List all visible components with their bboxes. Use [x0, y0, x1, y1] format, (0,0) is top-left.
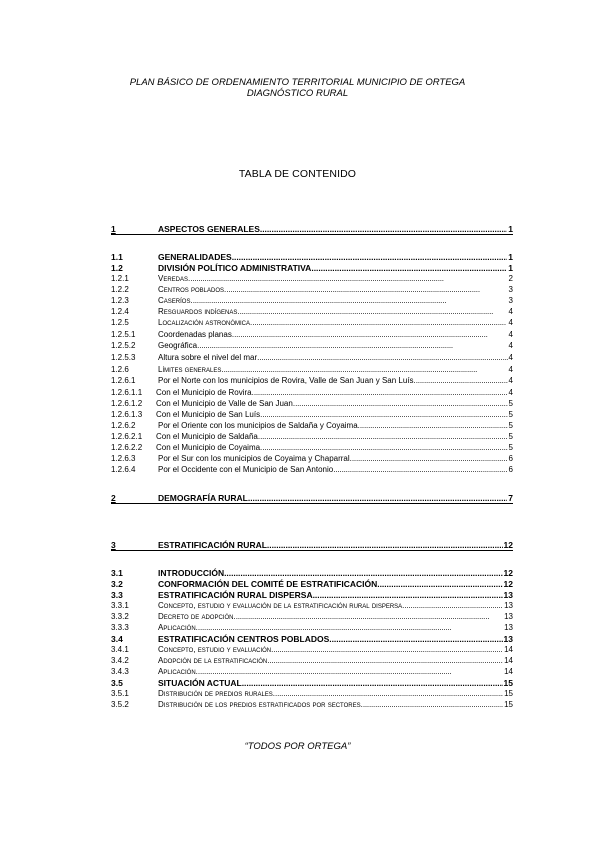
toc-entry[interactable]: 1.2.6.3 Por el Sur con los municipios de Coyaima y Chaparral. . . . 6	[111, 454, 513, 464]
toc-entry[interactable]: 3.4.3 Aplicación. . . . 14	[111, 667, 513, 677]
toc-entry[interactable]: 3.2 CONFORMACIÓN DEL COMITÉ DE ESTRATIFICACIÓN . . . 12	[111, 579, 513, 589]
toc-entry[interactable]: 1.2 DIVISIÓN POLÍTICO ADMINISTRATIVA. . . . 1	[111, 263, 513, 273]
toc-entry[interactable]: 1.2.5.3 Altura sobre el nivel del mar . . . 4	[111, 353, 513, 363]
toc-entry[interactable]: 1.2.5 Localización astronómica. . . . 4	[111, 318, 513, 328]
toc-entry[interactable]: 3.5 SITUACIÓN ACTUAL . . . 15	[111, 678, 513, 688]
toc-entry[interactable]: 3.3.2 Decreto de adopción. . . . 13	[111, 612, 513, 622]
toc-entry[interactable]: 1.2.6.1.3 Con el Municipio de San Luís. . . . 5	[111, 410, 513, 420]
toc-entry[interactable]: 1.2.6.4 Por el Occidente con el Municipio de San Antonio. . . . 6	[111, 465, 513, 475]
document-header	[0, 77, 595, 99]
toc-entry[interactable]: 1.2.2 Centros poblados. . . . 3	[111, 285, 513, 295]
toc-entry[interactable]: 3.3.3 Aplicación. . . . 13	[111, 623, 513, 633]
toc-entry[interactable]: 1.2.5.1 Coordenadas planas. . . . 4	[111, 330, 513, 340]
toc-entry[interactable]: 3.5.2 Distribución de los predios estratificados por sectores. . . . 15	[111, 700, 513, 710]
toc-heading: TABLA DE CONTENIDO	[238, 168, 357, 180]
toc-entry[interactable]: 1.2.4 Resguardos indígenas. . . . 4	[111, 307, 513, 317]
toc-entry[interactable]: 2 DEMOGRAFÍA RURAL . . . 7	[111, 493, 513, 504]
toc-entry[interactable]: 3 ESTRATIFICACIÓN RURAL . . . 12	[111, 540, 513, 551]
toc-entry[interactable]: 3.4.2 Adopción de la estratificación. . . . 14	[111, 656, 513, 666]
toc-entry[interactable]: 3.3.1 Concepto, estudio y evaluación de la estratificación rural dispersa. . . . 13	[111, 601, 513, 611]
toc-entry[interactable]: 1 ASPECTOS GENERALES . . . 1	[111, 224, 513, 235]
toc-entry[interactable]: 1.1 GENERALIDADES . . . 1	[111, 252, 513, 262]
toc-entry[interactable]: 1.2.3 Caseríos. . . . 3	[111, 296, 513, 306]
toc-entry[interactable]: 1.2.6.1 Por el Norte con los municipios de Rovira, Valle de San Juan y San Luís. . . . 4	[111, 376, 513, 386]
toc-entry[interactable]: 3.1 INTRODUCCIÓN . . . 12	[111, 568, 513, 578]
toc-entry[interactable]: 1.2.6.2 Por el Oriente con los municipios de Saldaña y Coyaima. . . . 5	[111, 421, 513, 431]
header-subtitle: DIAGNÓSTICO RURAL	[246, 88, 349, 99]
toc-entry[interactable]: 1.2.6.1.2 Con el Municipio de Valle de San Juan. . . . 5	[111, 399, 513, 409]
toc-entry[interactable]: 1.2.1 Veredas. . . . 2	[111, 274, 513, 284]
header-title: PLAN BÁSICO DE ORDENAMIENTO TERRITORIAL MUNICIPIO DE ORTEGA	[129, 77, 466, 88]
toc-entry[interactable]: 3.5.1 Distribución de predios rurales. . . . 15	[111, 689, 513, 699]
toc-entry[interactable]: 1.2.6.2.1 Con el Municipio de Saldaña. . . . 5	[111, 432, 513, 442]
toc-entry[interactable]: 1.2.6.2.2 Con el Municipio de Coyaima. . . . 5	[111, 443, 513, 453]
toc-entry[interactable]: 3.3 ESTRATIFICACIÓN RURAL DISPERSA . . . 13	[111, 590, 513, 600]
toc-entry[interactable]: 1.2.5.2 Geográfica. . . . 4	[111, 341, 513, 351]
toc-entry[interactable]: 3.4 ESTRATIFICACIÓN CENTROS POBLADOS . . . 13	[111, 634, 513, 644]
toc-entry[interactable]: 1.2.6 Límites generales. . . . 4	[111, 365, 513, 375]
document-footer: “TODOS POR ORTEGA”	[244, 741, 351, 752]
toc-entry[interactable]: 1.2.6.1.1 Con el Municipio de Rovira. . . . 4	[111, 388, 513, 398]
toc-entry[interactable]: 3.4.1 Concepto, estudio y evaluación. . . . 14	[111, 645, 513, 655]
